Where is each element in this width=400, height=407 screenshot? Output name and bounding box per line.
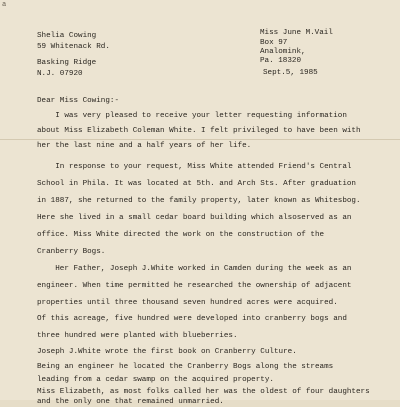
sender-street: 59 Whitenack Rd. [37, 43, 110, 51]
body-line: in 1887, she returned to the family property, later known as Whitesbog. [37, 197, 361, 205]
recipient-town: Analomink, [260, 48, 306, 56]
body-line: three hundred were planted with blueberries. [37, 332, 238, 340]
body-line: Here she lived in a small cedar board building which alsoserved as an [37, 214, 352, 222]
body-line: properties until three thousand seven hundred acres were acquired. [37, 299, 338, 307]
recipient-name: Miss June M.Vail [260, 29, 333, 37]
corner-mark: a [2, 1, 7, 9]
body-line: I was very pleased to receive your letter requesting information [37, 112, 347, 120]
body-line: office. Miss White directed the work on the construction of the [37, 231, 325, 239]
body-line: engineer. When time permitted he researched the ownership of adjacent [37, 282, 352, 290]
body-line: about Miss Elizabeth Coleman White. I felt privileged to have been with [37, 127, 361, 135]
paper-fold-line [0, 139, 400, 140]
body-line: leading from a cedar swamp on the acquired property. [37, 376, 274, 384]
body-line: and the only one that remained unmarried. [37, 398, 224, 406]
body-line: Joseph J.White wrote the first book on Cranberry Culture. [37, 348, 297, 356]
body-line: Of this acreage, five hundred were developed into cranberry bogs and [37, 315, 347, 323]
body-line: Her Father, Joseph J.White worked in Camden during the week as an [37, 265, 352, 273]
sender-name: Shelia Cowing [37, 32, 97, 40]
body-line: In response to your request, Miss White attended Friend's Central [37, 163, 352, 171]
recipient-state-zip: Pa. 18320 [260, 57, 302, 65]
salutation: Dear Miss Cowing:- [37, 97, 120, 105]
body-line: her the last nine and a half years of her life. [37, 142, 252, 150]
body-line: School in Phila. It was located at 5th. and Arch Sts. After graduation [37, 180, 356, 188]
recipient-box: Box 97 [260, 39, 288, 47]
sender-state-zip: N.J. 07920 [37, 70, 83, 78]
sender-town: Basking Ridge [37, 59, 97, 67]
body-line: Miss Elizabeth, as most folks called her was the oldest of four daughters [37, 388, 370, 396]
body-line: Cranberry Bogs. [37, 248, 106, 256]
letter-date: Sept.5, 1985 [263, 69, 318, 77]
body-line: Being an engineer he located the Cranberry Bogs along the streams [37, 363, 334, 371]
